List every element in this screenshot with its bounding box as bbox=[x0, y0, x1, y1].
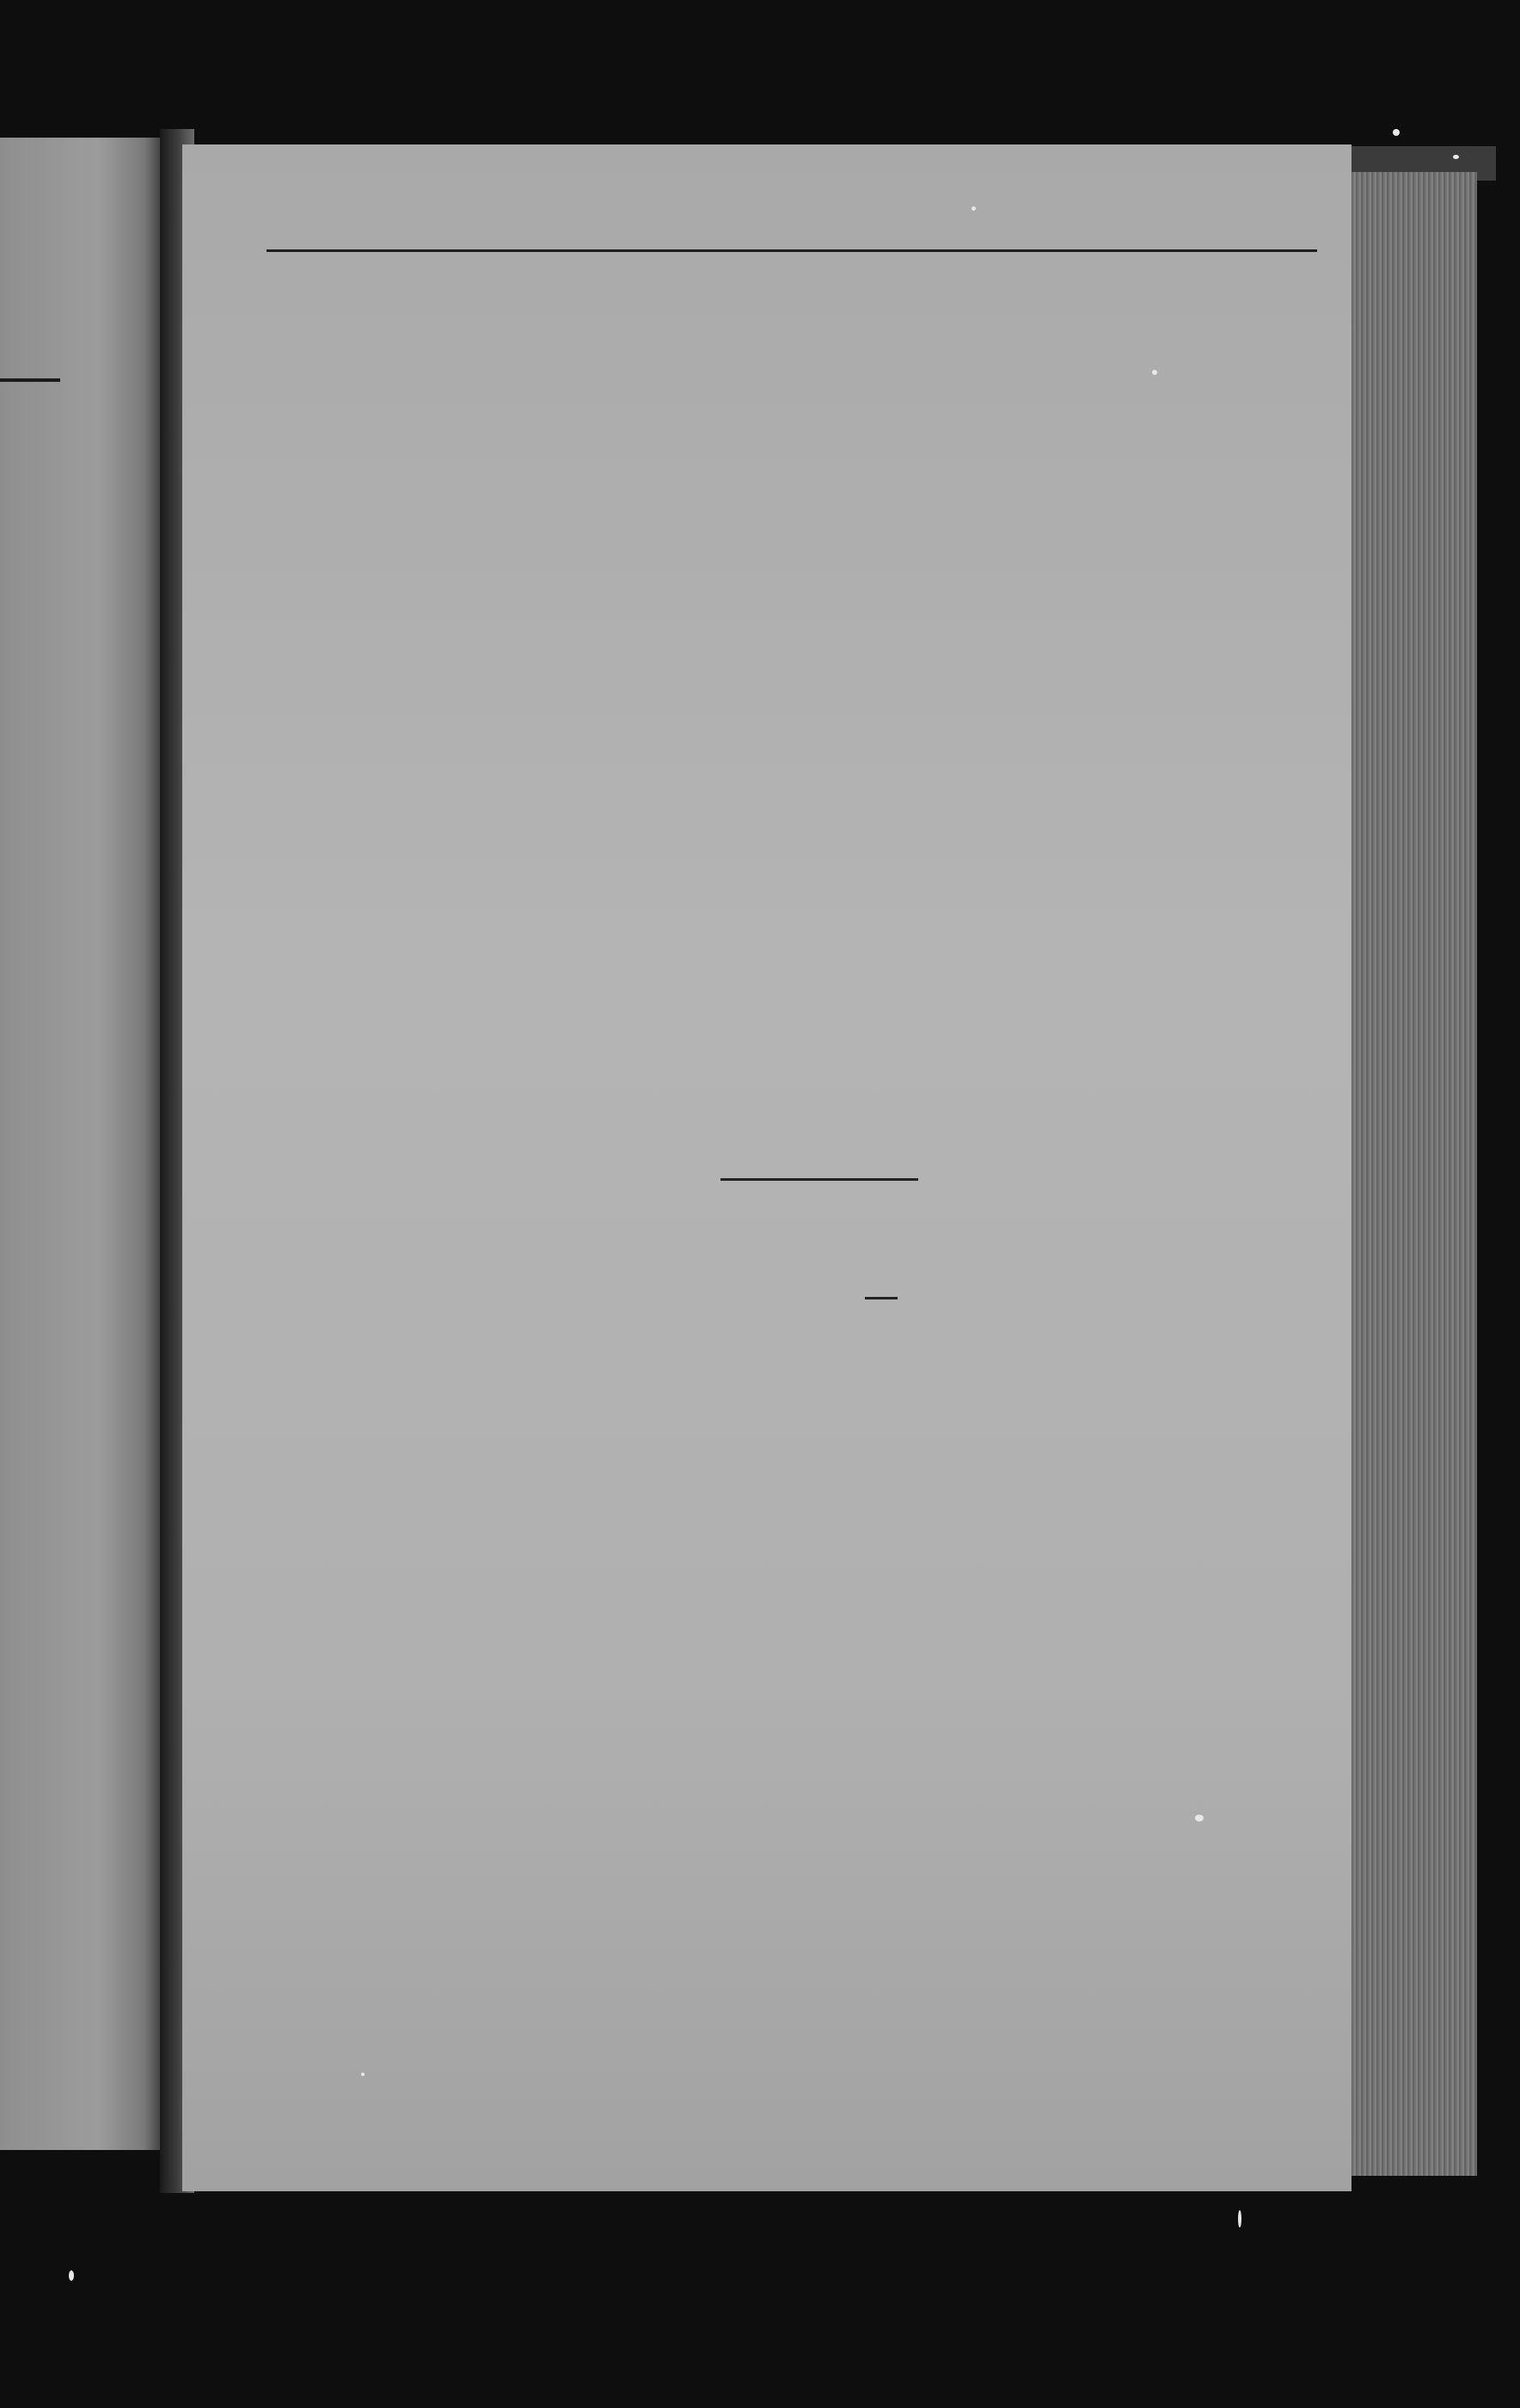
dust-speck bbox=[1393, 129, 1400, 136]
left-facing-page bbox=[0, 138, 163, 2150]
dust-speck bbox=[361, 2073, 365, 2076]
dust-speck bbox=[69, 2270, 74, 2281]
page-stack-edges bbox=[1348, 172, 1477, 2176]
header-rule bbox=[267, 249, 1317, 252]
section-separator bbox=[720, 1178, 918, 1181]
dust-speck bbox=[1238, 2210, 1241, 2227]
title-dash bbox=[865, 1297, 898, 1299]
dust-speck bbox=[971, 206, 976, 211]
main-page bbox=[182, 144, 1351, 2191]
dust-speck bbox=[1195, 1815, 1204, 1821]
dust-speck bbox=[1453, 155, 1459, 159]
dust-speck bbox=[1152, 370, 1157, 375]
left-page-rule bbox=[0, 378, 60, 382]
running-head bbox=[267, 206, 1317, 249]
